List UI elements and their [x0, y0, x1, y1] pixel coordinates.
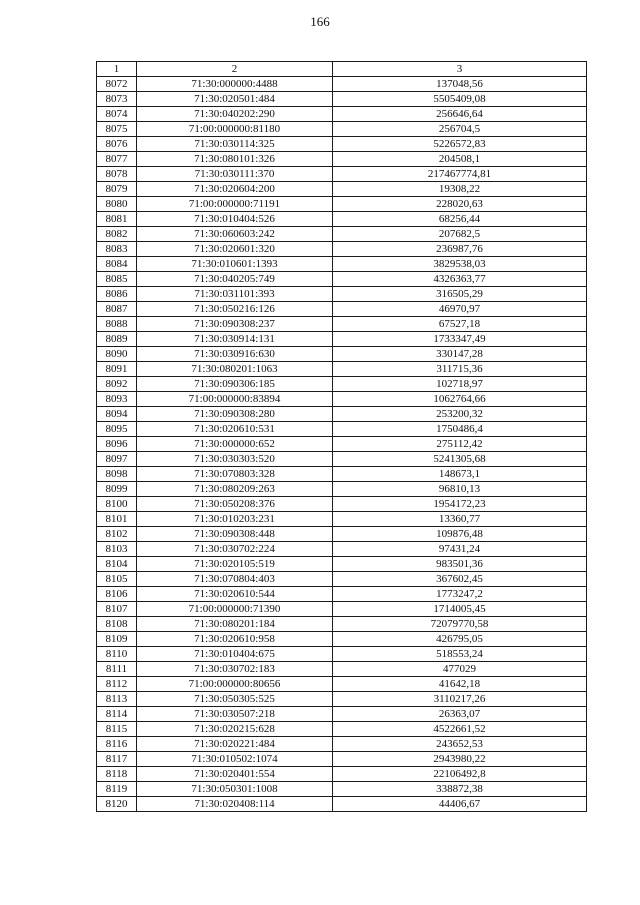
row-number-cell: 8074: [97, 107, 137, 122]
row-number-cell: 8117: [97, 752, 137, 767]
row-number-cell: 8085: [97, 272, 137, 287]
row-number-cell: 8115: [97, 722, 137, 737]
row-number-cell: 8072: [97, 77, 137, 92]
value-cell: 13360,77: [333, 512, 587, 527]
table-row: [97, 347, 587, 362]
table-row: [97, 752, 587, 767]
table-row: [97, 722, 587, 737]
cadastral-number-cell: 71:30:020610:544: [137, 587, 333, 602]
row-number-cell: 8105: [97, 572, 137, 587]
row-number-cell: 8109: [97, 632, 137, 647]
cadastral-number-cell: 71:30:080201:1063: [137, 362, 333, 377]
cadastral-number-cell: 71:30:010203:231: [137, 512, 333, 527]
value-cell: 316505,29: [333, 287, 587, 302]
cadastral-number-cell: 71:00:000000:81180: [137, 122, 333, 137]
value-cell: 72079770,58: [333, 617, 587, 632]
table-row: [97, 377, 587, 392]
table-row: [97, 92, 587, 107]
cadastral-number-cell: 71:30:010502:1074: [137, 752, 333, 767]
value-cell: 5505409,08: [333, 92, 587, 107]
cadastral-number-cell: 71:00:000000:71191: [137, 197, 333, 212]
value-cell: 426795,05: [333, 632, 587, 647]
row-number-cell: 8099: [97, 482, 137, 497]
value-cell: 5226572,83: [333, 137, 587, 152]
cadastral-number-cell: 71:30:000000:4488: [137, 77, 333, 92]
cadastral-number-cell: 71:30:080201:184: [137, 617, 333, 632]
cadastral-number-cell: 71:30:030111:370: [137, 167, 333, 182]
value-cell: 256704,5: [333, 122, 587, 137]
row-number-cell: 8094: [97, 407, 137, 422]
value-cell: 68256,44: [333, 212, 587, 227]
row-number-cell: 8084: [97, 257, 137, 272]
value-cell: 4522661,52: [333, 722, 587, 737]
value-cell: 67527,18: [333, 317, 587, 332]
row-number-cell: 8114: [97, 707, 137, 722]
value-cell: 367602,45: [333, 572, 587, 587]
value-cell: 243652,53: [333, 737, 587, 752]
table-body: [97, 77, 587, 812]
row-number-cell: 8118: [97, 767, 137, 782]
cadastral-number-cell: 71:30:031101:393: [137, 287, 333, 302]
cadastral-number-cell: 71:30:020408:114: [137, 797, 333, 812]
cadastral-number-cell: 71:30:090308:280: [137, 407, 333, 422]
table-row: [97, 77, 587, 92]
value-cell: 41642,18: [333, 677, 587, 692]
table-row: [97, 332, 587, 347]
table-row: [97, 107, 587, 122]
cadastral-number-cell: 71:30:020215:628: [137, 722, 333, 737]
cadastral-number-cell: 71:30:030702:224: [137, 542, 333, 557]
table-row: [97, 602, 587, 617]
cadastral-number-cell: 71:00:000000:83894: [137, 392, 333, 407]
cadastral-number-cell: 71:30:030303:520: [137, 452, 333, 467]
value-cell: 338872,38: [333, 782, 587, 797]
cadastral-number-cell: 71:30:060603:242: [137, 227, 333, 242]
cadastral-number-cell: 71:30:040205:749: [137, 272, 333, 287]
row-number-cell: 8096: [97, 437, 137, 452]
table-row: [97, 692, 587, 707]
cadastral-number-cell: 71:30:040202:290: [137, 107, 333, 122]
value-cell: 3829538,03: [333, 257, 587, 272]
row-number-cell: 8093: [97, 392, 137, 407]
row-number-cell: 8100: [97, 497, 137, 512]
table-row: [97, 167, 587, 182]
table-row: [97, 437, 587, 452]
row-number-cell: 8119: [97, 782, 137, 797]
row-number-cell: 8090: [97, 347, 137, 362]
value-cell: 102718,97: [333, 377, 587, 392]
value-cell: 44406,67: [333, 797, 587, 812]
cadastral-number-cell: 71:30:030114:325: [137, 137, 333, 152]
row-number-cell: 8097: [97, 452, 137, 467]
cadastral-number-cell: 71:30:020105:519: [137, 557, 333, 572]
value-cell: 207682,5: [333, 227, 587, 242]
row-number-cell: 8103: [97, 542, 137, 557]
table-row: [97, 707, 587, 722]
row-number-cell: 8106: [97, 587, 137, 602]
cadastral-number-cell: 71:30:020610:958: [137, 632, 333, 647]
value-cell: 148673,1: [333, 467, 587, 482]
table-row: [97, 542, 587, 557]
cadastral-number-cell: 71:30:030702:183: [137, 662, 333, 677]
cadastral-number-cell: 71:00:000000:80656: [137, 677, 333, 692]
row-number-cell: 8075: [97, 122, 137, 137]
cadastral-number-cell: 71:30:050216:126: [137, 302, 333, 317]
cadastral-number-cell: 71:30:020501:484: [137, 92, 333, 107]
value-cell: 1714005,45: [333, 602, 587, 617]
value-cell: 330147,28: [333, 347, 587, 362]
cadastral-number-cell: 71:30:050208:376: [137, 497, 333, 512]
table-row: [97, 782, 587, 797]
value-cell: 236987,76: [333, 242, 587, 257]
row-number-cell: 8082: [97, 227, 137, 242]
value-cell: 256646,64: [333, 107, 587, 122]
table-row: [97, 407, 587, 422]
table-row: [97, 587, 587, 602]
row-number-cell: 8110: [97, 647, 137, 662]
value-cell: 275112,42: [333, 437, 587, 452]
row-number-cell: 8081: [97, 212, 137, 227]
cadastral-number-cell: 71:30:030916:630: [137, 347, 333, 362]
value-cell: 1773247,2: [333, 587, 587, 602]
table-row: [97, 527, 587, 542]
value-cell: 1750486,4: [333, 422, 587, 437]
row-number-cell: 8120: [97, 797, 137, 812]
table-row: [97, 452, 587, 467]
table-row: [97, 317, 587, 332]
table-row: [97, 662, 587, 677]
row-number-cell: 8111: [97, 662, 137, 677]
table-row: [97, 467, 587, 482]
value-cell: 228020,63: [333, 197, 587, 212]
table-row: [97, 362, 587, 377]
table-row: [97, 797, 587, 812]
value-cell: 26363,07: [333, 707, 587, 722]
row-number-cell: 8079: [97, 182, 137, 197]
table-row: [97, 572, 587, 587]
row-number-cell: 8091: [97, 362, 137, 377]
row-number-cell: 8080: [97, 197, 137, 212]
value-cell: 1954172,23: [333, 497, 587, 512]
cadastral-number-cell: 71:30:080209:263: [137, 482, 333, 497]
table-row: [97, 242, 587, 257]
cadastral-number-cell: 71:30:020604:200: [137, 182, 333, 197]
row-number-cell: 8089: [97, 332, 137, 347]
row-number-cell: 8101: [97, 512, 137, 527]
row-number-cell: 8102: [97, 527, 137, 542]
table-row: [97, 302, 587, 317]
table-row: [97, 767, 587, 782]
cadastral-number-cell: 71:30:010404:675: [137, 647, 333, 662]
row-number-cell: 8078: [97, 167, 137, 182]
table-row: [97, 197, 587, 212]
cadastral-number-cell: 71:30:020610:531: [137, 422, 333, 437]
table-row: [97, 512, 587, 527]
value-cell: 253200,32: [333, 407, 587, 422]
value-cell: 983501,36: [333, 557, 587, 572]
cadastral-number-cell: 71:30:020221:484: [137, 737, 333, 752]
row-number-cell: 8108: [97, 617, 137, 632]
value-cell: 217467774,81: [333, 167, 587, 182]
row-number-cell: 8073: [97, 92, 137, 107]
value-cell: 46970,97: [333, 302, 587, 317]
value-cell: 311715,36: [333, 362, 587, 377]
cadastral-number-cell: 71:30:070803:328: [137, 467, 333, 482]
value-cell: 97431,24: [333, 542, 587, 557]
value-cell: 22106492,8: [333, 767, 587, 782]
row-number-cell: 8112: [97, 677, 137, 692]
cadastral-number-cell: 71:30:070804:403: [137, 572, 333, 587]
cadastral-number-cell: 71:30:090306:185: [137, 377, 333, 392]
table-row: [97, 482, 587, 497]
table-row: [97, 257, 587, 272]
row-number-cell: 8098: [97, 467, 137, 482]
cadastral-number-cell: 71:30:050305:525: [137, 692, 333, 707]
row-number-cell: 8095: [97, 422, 137, 437]
value-cell: 4326363,77: [333, 272, 587, 287]
table-row: [97, 182, 587, 197]
page-number: 166: [310, 14, 330, 29]
value-cell: 1733347,49: [333, 332, 587, 347]
value-cell: 2943980,22: [333, 752, 587, 767]
cadastral-number-cell: 71:30:030507:218: [137, 707, 333, 722]
value-cell: 3110217,26: [333, 692, 587, 707]
cadastral-number-cell: 71:30:020601:320: [137, 242, 333, 257]
row-number-cell: 8086: [97, 287, 137, 302]
registry-table: [96, 61, 587, 812]
table-row: [97, 557, 587, 572]
value-cell: 204508,1: [333, 152, 587, 167]
value-cell: 96810,13: [333, 482, 587, 497]
value-cell: 1062764,66: [333, 392, 587, 407]
row-number-cell: 8076: [97, 137, 137, 152]
cadastral-number-cell: 71:30:030914:131: [137, 332, 333, 347]
table-row: [97, 647, 587, 662]
table-row: [97, 497, 587, 512]
value-cell: 109876,48: [333, 527, 587, 542]
row-number-cell: 8083: [97, 242, 137, 257]
table-row: [97, 287, 587, 302]
row-number-cell: 8116: [97, 737, 137, 752]
cadastral-number-cell: 71:00:000000:71390: [137, 602, 333, 617]
table-row: [97, 137, 587, 152]
cadastral-number-cell: 71:30:090308:448: [137, 527, 333, 542]
table-row: [97, 422, 587, 437]
cadastral-number-cell: 71:30:010404:526: [137, 212, 333, 227]
value-cell: 19308,22: [333, 182, 587, 197]
column-header-2: 2: [137, 62, 333, 77]
row-number-cell: 8077: [97, 152, 137, 167]
cadastral-number-cell: 71:30:020401:554: [137, 767, 333, 782]
table-row: [97, 617, 587, 632]
row-number-cell: 8113: [97, 692, 137, 707]
cadastral-number-cell: 71:30:080101:326: [137, 152, 333, 167]
value-cell: 137048,56: [333, 77, 587, 92]
row-number-cell: 8107: [97, 602, 137, 617]
row-number-cell: 8092: [97, 377, 137, 392]
table-row: [97, 632, 587, 647]
row-number-cell: 8104: [97, 557, 137, 572]
column-header-1: 1: [97, 62, 137, 77]
table-row: [97, 122, 587, 137]
table-row: [97, 737, 587, 752]
table-row: [97, 392, 587, 407]
value-cell: 518553,24: [333, 647, 587, 662]
value-cell: 477029: [333, 662, 587, 677]
cadastral-number-cell: 71:30:010601:1393: [137, 257, 333, 272]
column-header-3: 3: [333, 62, 587, 77]
table-row: [97, 227, 587, 242]
row-number-cell: 8087: [97, 302, 137, 317]
cadastral-number-cell: 71:30:050301:1008: [137, 782, 333, 797]
table-header-row: [97, 62, 587, 77]
row-number-cell: 8088: [97, 317, 137, 332]
cadastral-number-cell: 71:30:000000:652: [137, 437, 333, 452]
table-row: [97, 212, 587, 227]
table-row: [97, 152, 587, 167]
cadastral-number-cell: 71:30:090308:237: [137, 317, 333, 332]
value-cell: 5241305,68: [333, 452, 587, 467]
table-row: [97, 272, 587, 287]
table-row: [97, 677, 587, 692]
